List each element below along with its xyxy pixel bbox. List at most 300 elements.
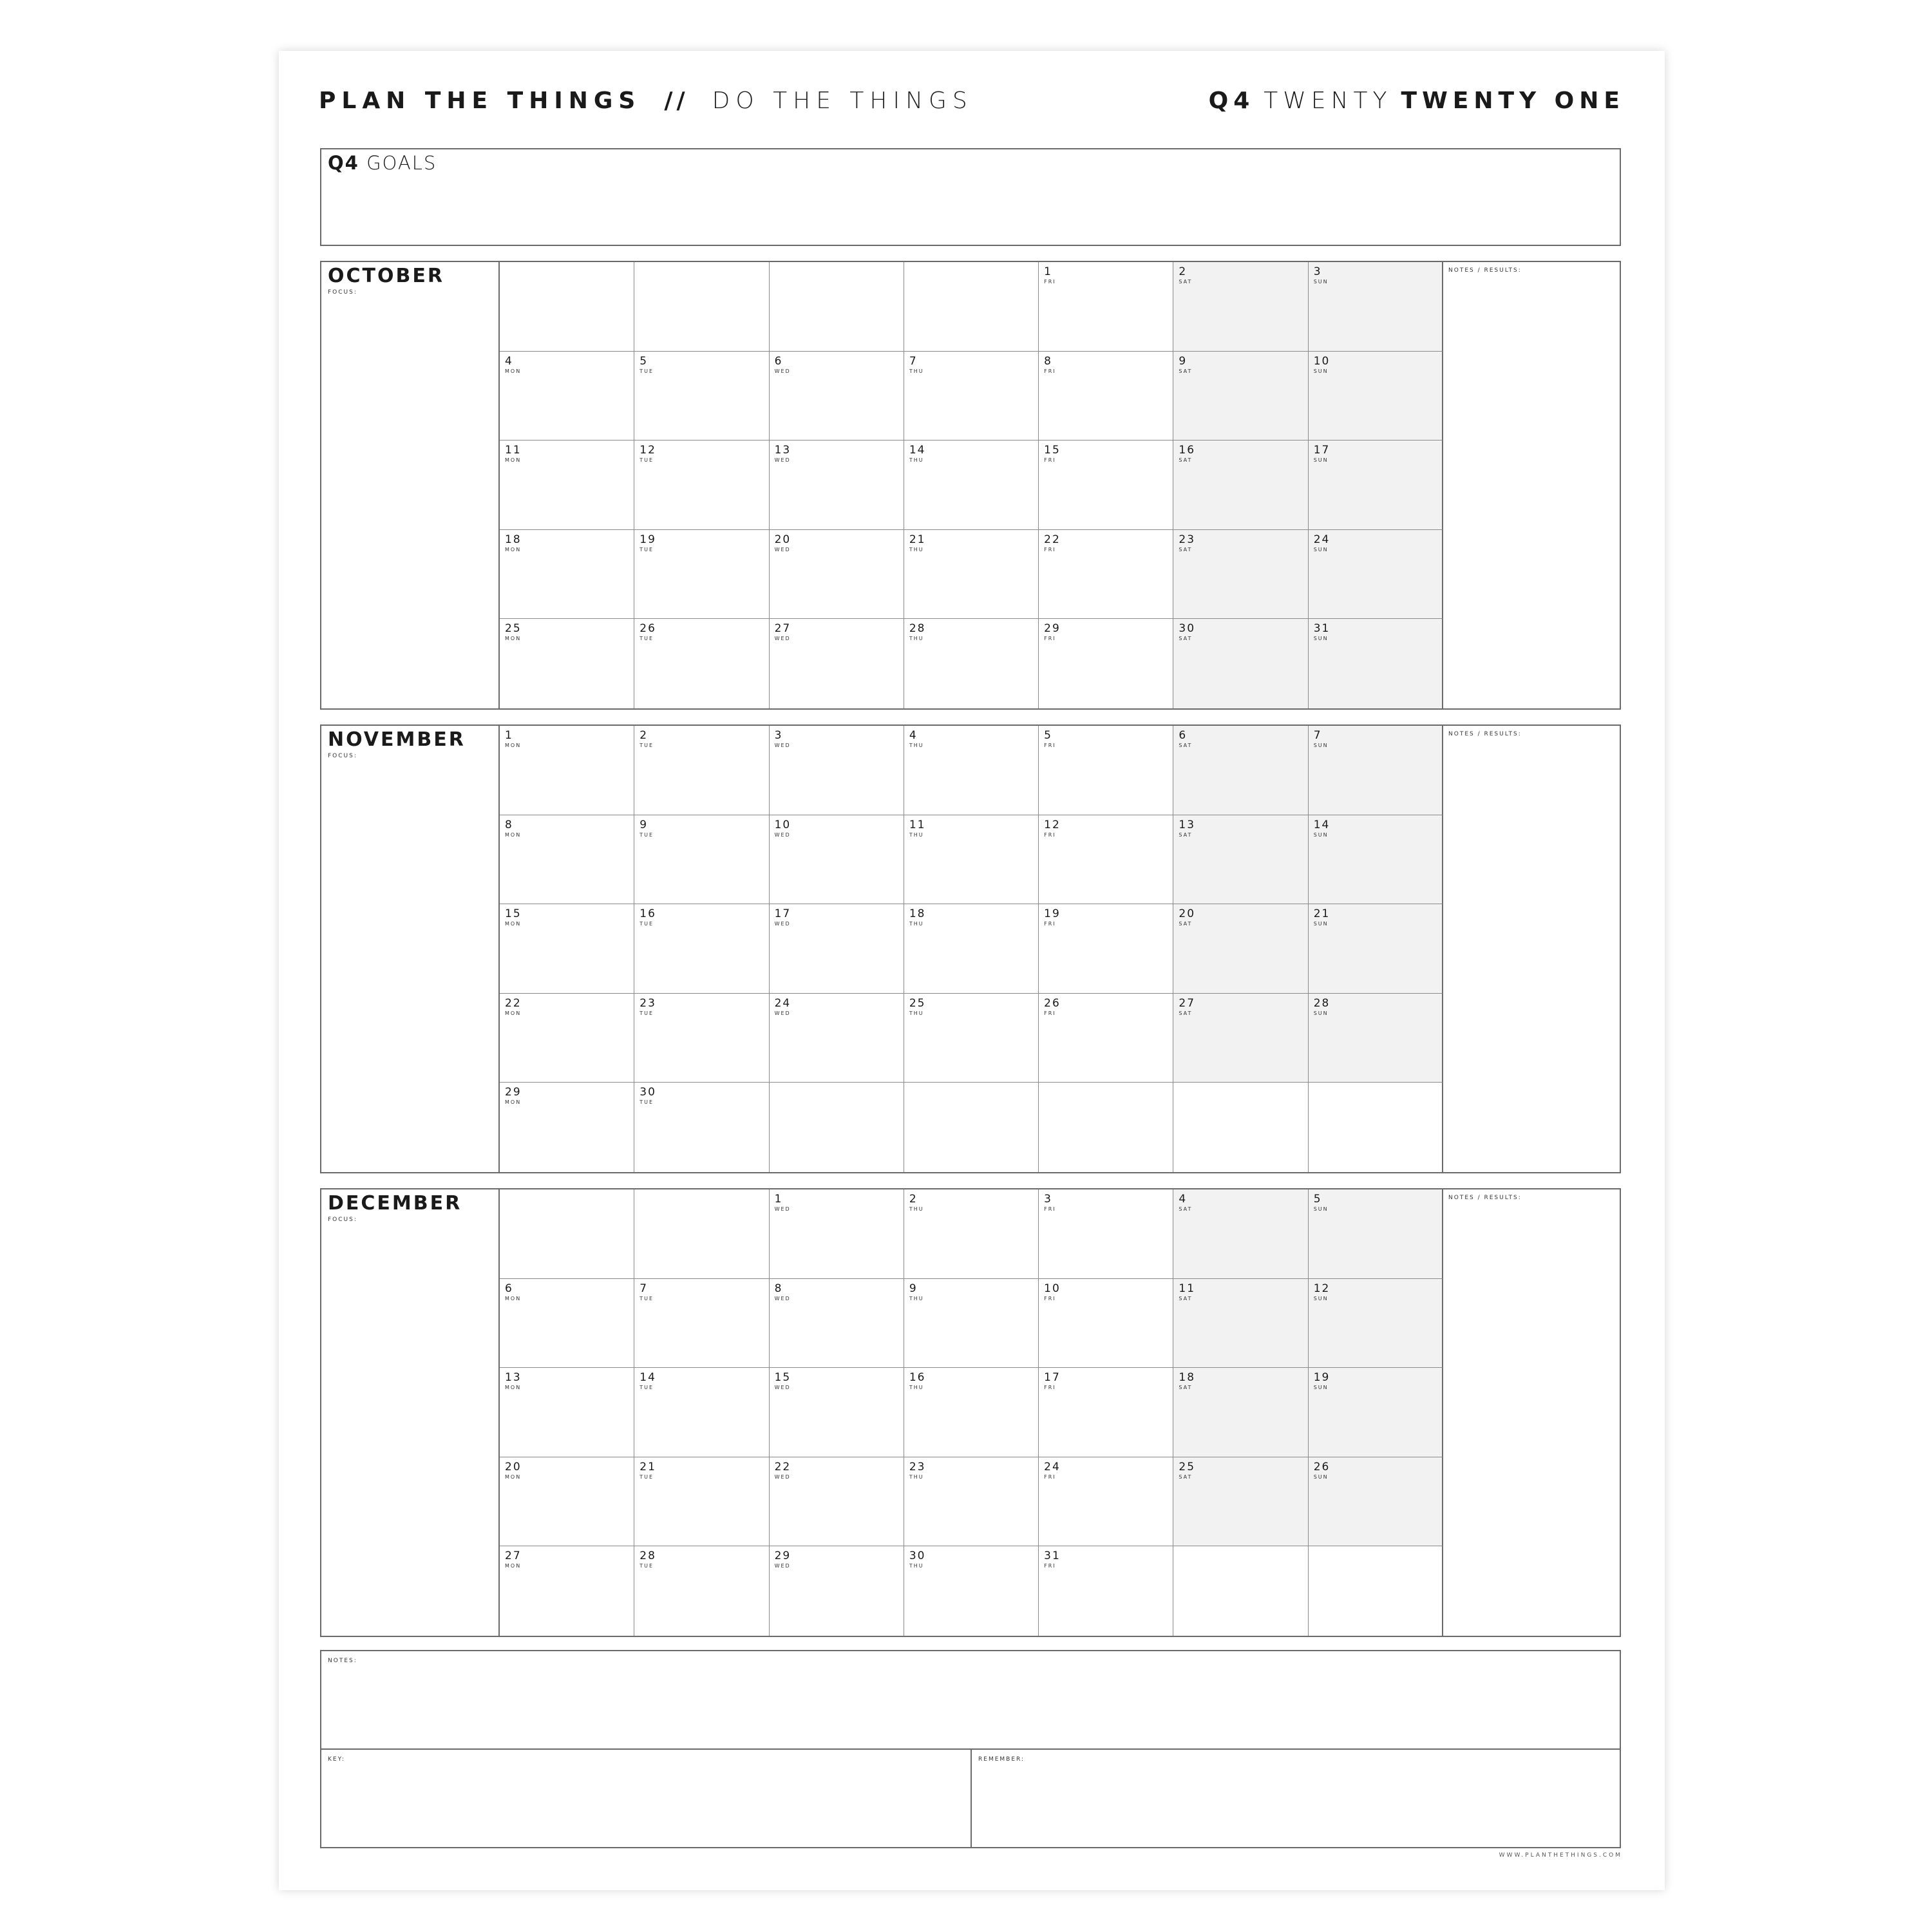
day-cell[interactable]	[904, 1457, 1039, 1547]
header-year-light: TWENTY	[1264, 88, 1392, 114]
weekday-label: MON	[505, 546, 522, 553]
month-focus-panel[interactable]	[321, 262, 500, 708]
weekday-label: TUE	[639, 1385, 654, 1391]
day-cell[interactable]	[634, 1083, 769, 1172]
day-cell[interactable]	[770, 352, 904, 441]
weekday-label: THU	[909, 636, 924, 642]
day-number: 27	[505, 1549, 522, 1563]
day-number: 30	[1179, 622, 1196, 636]
weekday-label: SAT	[1179, 636, 1193, 642]
weekday-label: WED	[774, 1206, 791, 1212]
weekday-label: FRI	[1044, 743, 1056, 748]
day-number: 3	[774, 729, 783, 742]
focus-label: FOCUS:	[328, 1217, 357, 1223]
day-number: 27	[1179, 996, 1196, 1010]
day-number: 12	[1044, 818, 1061, 831]
day-cell[interactable]	[904, 1368, 1039, 1457]
day-cell[interactable]	[1173, 1279, 1308, 1368]
day-number: 23	[639, 996, 656, 1010]
empty-cell	[500, 262, 634, 352]
weekday-label: FRI	[1044, 1010, 1056, 1016]
day-cell[interactable]	[634, 352, 769, 441]
focus-label: FOCUS:	[328, 289, 357, 296]
key-box[interactable]	[321, 1750, 972, 1847]
weekday-label: TUE	[639, 1099, 654, 1106]
day-cell[interactable]	[1039, 1279, 1173, 1368]
notes-results-label: NOTES / RESULTS:	[1448, 731, 1522, 737]
day-cell[interactable]	[1173, 1457, 1308, 1547]
day-cell[interactable]	[1173, 619, 1308, 708]
day-number: 30	[909, 1549, 926, 1563]
weekday-label: FRI	[1044, 279, 1056, 285]
month-notes-results[interactable]	[1442, 262, 1620, 708]
day-cell[interactable]	[904, 994, 1039, 1083]
weekday-label: MON	[505, 1473, 522, 1480]
day-cell[interactable]	[634, 530, 769, 620]
day-number: 2	[639, 729, 649, 742]
weekday-label: SUN	[1313, 1010, 1329, 1016]
day-number: 23	[909, 1460, 926, 1473]
day-number: 9	[639, 818, 649, 831]
day-number: 16	[1179, 444, 1196, 457]
month-december	[320, 1188, 1621, 1637]
weekday-label: SAT	[1179, 279, 1193, 285]
day-number: 1	[1044, 265, 1052, 278]
day-number: 8	[774, 1282, 783, 1295]
weekday-label: TUE	[639, 1295, 654, 1302]
day-cell[interactable]	[1309, 1457, 1443, 1547]
day-cell[interactable]	[1309, 1368, 1443, 1457]
day-cell[interactable]	[500, 1457, 634, 1547]
weekday-label: TUE	[639, 1563, 654, 1569]
day-number: 4	[505, 354, 513, 368]
day-number: 25	[1179, 1460, 1196, 1473]
day-number: 7	[1313, 729, 1322, 742]
day-cell[interactable]	[1309, 352, 1443, 441]
weekday-label: FRI	[1044, 921, 1056, 927]
day-cell[interactable]	[1039, 1189, 1173, 1279]
day-number: 22	[1044, 533, 1061, 546]
day-cell[interactable]	[634, 726, 769, 815]
day-cell[interactable]	[1039, 1546, 1173, 1636]
day-cell[interactable]	[1173, 262, 1308, 352]
day-cell[interactable]	[1309, 904, 1443, 994]
day-number: 22	[505, 996, 522, 1010]
weekday-label: FRI	[1044, 1385, 1056, 1391]
empty-cell	[1173, 1083, 1308, 1172]
month-grid	[500, 726, 1443, 1172]
day-cell[interactable]	[1039, 352, 1173, 441]
weekday-label: FRI	[1044, 546, 1056, 553]
day-number: 1	[505, 729, 513, 742]
day-number: 17	[1044, 1371, 1061, 1385]
day-number: 5	[1044, 729, 1052, 742]
day-cell[interactable]	[1173, 815, 1308, 905]
day-cell[interactable]	[770, 726, 904, 815]
weekday-label: FRI	[1044, 636, 1056, 642]
weekday-label: FRI	[1044, 368, 1056, 374]
day-number: 28	[909, 622, 926, 636]
empty-cell	[634, 262, 769, 352]
weekday-label: WED	[774, 1295, 791, 1302]
day-cell[interactable]	[1173, 1189, 1308, 1279]
day-cell[interactable]	[904, 530, 1039, 620]
weekday-label: SUN	[1313, 546, 1329, 553]
weekday-label: MON	[505, 1295, 522, 1302]
day-cell[interactable]	[770, 904, 904, 994]
weekday-label: SUN	[1313, 921, 1329, 927]
day-number: 1	[774, 1193, 783, 1206]
day-number: 19	[1313, 1371, 1331, 1385]
month-focus-panel[interactable]	[321, 1189, 500, 1636]
month-focus-panel[interactable]	[321, 726, 500, 1172]
weekday-label: FRI	[1044, 457, 1056, 464]
weekday-label: TUE	[639, 546, 654, 553]
day-number: 23	[1179, 533, 1196, 546]
weekday-label: TUE	[639, 368, 654, 374]
header-quarter: Q4	[1208, 88, 1255, 114]
day-number: 28	[639, 1549, 656, 1563]
day-cell[interactable]	[1309, 726, 1443, 815]
day-cell[interactable]	[1173, 726, 1308, 815]
day-number: 9	[1179, 354, 1188, 368]
weekday-label: SUN	[1313, 636, 1329, 642]
weekday-label: WED	[774, 1563, 791, 1569]
weekday-label: SAT	[1179, 1295, 1193, 1302]
day-number: 3	[1313, 265, 1322, 278]
day-number: 3	[1044, 1193, 1052, 1206]
day-number: 12	[639, 444, 656, 457]
weekday-label: TUE	[639, 457, 654, 464]
day-cell[interactable]	[634, 1457, 769, 1547]
day-number: 24	[1313, 533, 1331, 546]
weekday-label: WED	[774, 1385, 791, 1391]
day-cell[interactable]	[1039, 904, 1173, 994]
day-number: 2	[1179, 265, 1188, 278]
weekday-label: SUN	[1313, 831, 1329, 838]
key-label: KEY:	[328, 1756, 345, 1763]
weekday-label: SUN	[1313, 457, 1329, 464]
day-number: 2	[909, 1193, 918, 1206]
day-number: 15	[774, 1371, 791, 1385]
day-cell[interactable]	[904, 440, 1039, 530]
day-cell[interactable]	[904, 1546, 1039, 1636]
day-number: 21	[639, 1460, 656, 1473]
day-number: 14	[639, 1371, 656, 1385]
weekday-label: SAT	[1179, 368, 1193, 374]
header-year-bold: TWENTY ONE	[1401, 88, 1625, 114]
month-name: DECEMBER	[328, 1192, 462, 1215]
month-notes-results[interactable]	[1442, 726, 1620, 1172]
weekday-label: THU	[909, 1385, 924, 1391]
day-number: 15	[1044, 444, 1061, 457]
day-cell[interactable]	[1039, 619, 1173, 708]
day-number: 4	[1179, 1193, 1188, 1206]
day-number: 31	[1044, 1549, 1061, 1563]
day-number: 5	[1313, 1193, 1322, 1206]
day-cell[interactable]	[904, 1279, 1039, 1368]
day-cell[interactable]	[634, 619, 769, 708]
empty-cell	[500, 1189, 634, 1279]
weekday-label: TUE	[639, 1010, 654, 1016]
weekday-label: MON	[505, 1010, 522, 1016]
notes-box[interactable]	[321, 1651, 1620, 1750]
weekday-label: MON	[505, 368, 522, 374]
day-number: 11	[909, 818, 926, 831]
day-number: 31	[1313, 622, 1331, 636]
month-october	[320, 261, 1621, 710]
day-number: 30	[639, 1086, 656, 1099]
day-cell[interactable]	[1039, 1457, 1173, 1547]
day-number: 13	[1179, 818, 1196, 831]
day-number: 25	[909, 996, 926, 1010]
day-cell[interactable]	[634, 440, 769, 530]
day-number: 27	[774, 622, 791, 636]
weekday-label: FRI	[1044, 1473, 1056, 1480]
notes-label: NOTES:	[328, 1658, 357, 1664]
day-number: 5	[639, 354, 649, 368]
day-cell[interactable]	[634, 1368, 769, 1457]
weekday-label: THU	[909, 546, 924, 553]
weekday-label: SAT	[1179, 1385, 1193, 1391]
day-cell[interactable]	[500, 1546, 634, 1636]
empty-cell	[904, 262, 1039, 352]
remember-box[interactable]	[972, 1750, 1620, 1847]
weekday-label: FRI	[1044, 1563, 1056, 1569]
day-cell[interactable]	[1309, 530, 1443, 620]
day-number: 29	[1044, 622, 1061, 636]
day-number: 7	[639, 1282, 649, 1295]
weekday-label: SAT	[1179, 831, 1193, 838]
day-cell[interactable]	[1173, 994, 1308, 1083]
day-number: 20	[1179, 907, 1196, 921]
day-cell[interactable]	[1309, 815, 1443, 905]
day-cell[interactable]	[634, 904, 769, 994]
empty-cell	[904, 1083, 1039, 1172]
weekday-label: WED	[774, 368, 791, 374]
day-cell[interactable]	[770, 619, 904, 708]
day-number: 17	[1313, 444, 1331, 457]
weekday-label: WED	[774, 546, 791, 553]
weekday-label: WED	[774, 636, 791, 642]
day-number: 19	[639, 533, 656, 546]
weekday-label: TUE	[639, 921, 654, 927]
weekday-label: MON	[505, 1099, 522, 1106]
empty-cell	[770, 262, 904, 352]
day-cell[interactable]	[904, 904, 1039, 994]
weekday-label: SAT	[1179, 457, 1193, 464]
empty-cell	[1309, 1546, 1443, 1636]
day-cell[interactable]	[770, 440, 904, 530]
day-number: 10	[774, 818, 791, 831]
weekday-label: THU	[909, 921, 924, 927]
footer-url: WWW.PLANTHETHINGS.COM	[1499, 1852, 1622, 1859]
weekday-label: SAT	[1179, 1473, 1193, 1480]
day-cell[interactable]	[904, 352, 1039, 441]
remember-label: REMEMBER:	[978, 1756, 1025, 1763]
day-cell[interactable]	[500, 440, 634, 530]
planner-sheet	[279, 51, 1665, 1890]
day-cell[interactable]	[770, 1457, 904, 1547]
day-cell[interactable]	[500, 1083, 634, 1172]
weekday-label: TUE	[639, 743, 654, 748]
weekday-label: THU	[909, 743, 924, 748]
goals-quarter: Q4	[328, 152, 359, 174]
day-cell[interactable]	[634, 1546, 769, 1636]
weekday-label: SUN	[1313, 1206, 1329, 1212]
weekday-label: THU	[909, 1295, 924, 1302]
notes-results-label: NOTES / RESULTS:	[1448, 267, 1522, 274]
month-name: OCTOBER	[328, 265, 444, 287]
day-cell[interactable]	[1173, 530, 1308, 620]
header-plan-text: PLAN THE THINGS	[319, 88, 641, 114]
day-number: 29	[774, 1549, 791, 1563]
day-number: 6	[505, 1282, 513, 1295]
day-cell[interactable]	[904, 1189, 1039, 1279]
day-number: 16	[909, 1371, 926, 1385]
day-cell[interactable]	[770, 530, 904, 620]
day-cell[interactable]	[1309, 619, 1443, 708]
day-number: 29	[505, 1086, 522, 1099]
day-cell[interactable]	[500, 619, 634, 708]
goals-title	[328, 152, 437, 174]
day-cell[interactable]	[500, 994, 634, 1083]
day-cell[interactable]	[1039, 262, 1173, 352]
day-number: 6	[774, 354, 783, 368]
weekday-label: SAT	[1179, 1206, 1193, 1212]
day-cell[interactable]	[904, 726, 1039, 815]
day-cell[interactable]	[770, 1189, 904, 1279]
day-cell[interactable]	[1309, 1279, 1443, 1368]
weekday-label: WED	[774, 457, 791, 464]
weekday-label: WED	[774, 1473, 791, 1480]
day-number: 20	[505, 1460, 522, 1473]
day-cell[interactable]	[1309, 1189, 1443, 1279]
weekday-label: SAT	[1179, 743, 1193, 748]
day-cell[interactable]	[500, 726, 634, 815]
empty-cell	[634, 1189, 769, 1279]
weekday-label: SAT	[1179, 546, 1193, 553]
day-cell[interactable]	[1173, 904, 1308, 994]
day-cell[interactable]	[634, 815, 769, 905]
day-number: 20	[774, 533, 791, 546]
month-november	[320, 724, 1621, 1173]
day-cell[interactable]	[1039, 440, 1173, 530]
day-number: 13	[505, 1371, 522, 1385]
empty-cell	[1173, 1546, 1308, 1636]
day-cell[interactable]	[500, 1368, 634, 1457]
day-cell[interactable]	[500, 1279, 634, 1368]
day-cell[interactable]	[770, 1546, 904, 1636]
day-number: 25	[505, 622, 522, 636]
day-number: 16	[639, 907, 656, 921]
weekday-label: THU	[909, 831, 924, 838]
day-cell[interactable]	[634, 1279, 769, 1368]
weekday-label: FRI	[1044, 831, 1056, 838]
day-number: 18	[505, 533, 522, 546]
day-cell[interactable]	[1173, 1368, 1308, 1457]
day-cell[interactable]	[500, 815, 634, 905]
day-cell[interactable]	[1039, 726, 1173, 815]
month-grid	[500, 1189, 1443, 1636]
day-number: 21	[1313, 907, 1331, 921]
weekday-label: MON	[505, 1385, 522, 1391]
weekday-label: TUE	[639, 1473, 654, 1480]
day-number: 24	[1044, 1460, 1061, 1473]
header-left	[319, 84, 973, 118]
day-cell[interactable]	[1039, 1368, 1173, 1457]
day-cell[interactable]	[500, 530, 634, 620]
weekday-label: WED	[774, 831, 791, 838]
weekday-label: MON	[505, 831, 522, 838]
day-number: 21	[909, 533, 926, 546]
bottom-section	[320, 1650, 1621, 1848]
day-cell[interactable]	[904, 815, 1039, 905]
weekday-label: SUN	[1313, 743, 1329, 748]
day-cell[interactable]	[770, 1368, 904, 1457]
day-number: 14	[1313, 818, 1331, 831]
weekday-label: WED	[774, 743, 791, 748]
day-cell[interactable]	[500, 352, 634, 441]
weekday-label: THU	[909, 457, 924, 464]
day-number: 28	[1313, 996, 1331, 1010]
day-cell[interactable]	[500, 904, 634, 994]
day-number: 8	[1044, 354, 1052, 368]
day-cell[interactable]	[1309, 994, 1443, 1083]
day-cell[interactable]	[904, 619, 1039, 708]
day-number: 12	[1313, 1282, 1331, 1295]
day-cell[interactable]	[1309, 262, 1443, 352]
goals-box[interactable]	[320, 148, 1621, 246]
day-cell[interactable]	[770, 994, 904, 1083]
day-cell[interactable]	[1039, 815, 1173, 905]
weekday-label: SUN	[1313, 1295, 1329, 1302]
day-cell[interactable]	[770, 815, 904, 905]
empty-cell	[770, 1083, 904, 1172]
day-number: 13	[774, 444, 791, 457]
weekday-label: THU	[909, 1010, 924, 1016]
day-number: 17	[774, 907, 791, 921]
day-number: 7	[909, 354, 918, 368]
focus-label: FOCUS:	[328, 753, 357, 759]
weekday-label: SUN	[1313, 368, 1329, 374]
month-notes-results[interactable]	[1442, 1189, 1620, 1636]
day-cell[interactable]	[1173, 440, 1308, 530]
day-number: 19	[1044, 907, 1061, 921]
day-number: 18	[1179, 1371, 1196, 1385]
weekday-label: FRI	[1044, 1206, 1056, 1212]
day-cell[interactable]	[1039, 994, 1173, 1083]
day-cell[interactable]	[634, 994, 769, 1083]
weekday-label: WED	[774, 1010, 791, 1016]
day-number: 26	[639, 622, 656, 636]
weekday-label: TUE	[639, 831, 654, 838]
day-cell[interactable]	[1173, 352, 1308, 441]
day-number: 6	[1179, 729, 1188, 742]
day-number: 11	[1179, 1282, 1196, 1295]
day-cell[interactable]	[1309, 440, 1443, 530]
header-right	[1209, 84, 1625, 118]
weekday-label: SUN	[1313, 279, 1329, 285]
weekday-label: SUN	[1313, 1473, 1329, 1480]
day-cell[interactable]	[770, 1279, 904, 1368]
day-cell[interactable]	[1039, 530, 1173, 620]
goals-label: GOALS	[366, 152, 437, 174]
month-grid	[500, 262, 1443, 708]
day-number: 8	[505, 818, 513, 831]
day-number: 4	[909, 729, 918, 742]
weekday-label: SUN	[1313, 1385, 1329, 1391]
